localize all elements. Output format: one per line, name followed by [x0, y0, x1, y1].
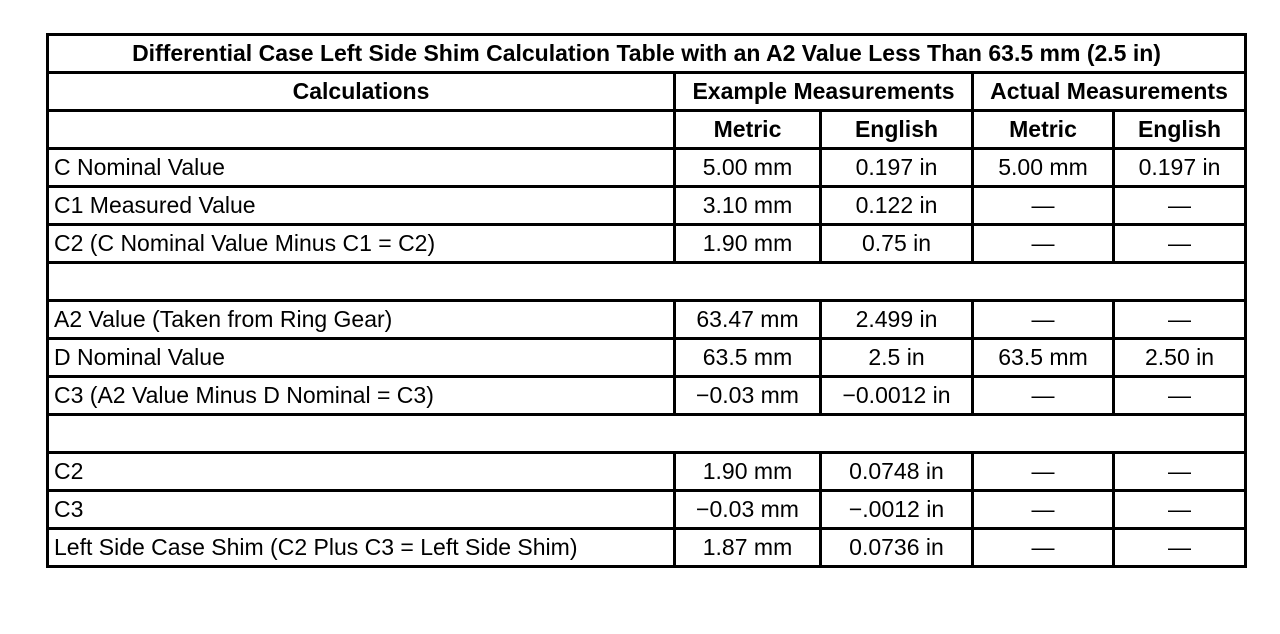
table-title: Differential Case Left Side Shim Calculation Table with an A2 Value Less Than 63.5 mm (2.5 in)	[48, 35, 1246, 73]
actual-metric-cell: —	[973, 377, 1114, 415]
spacer-cell	[48, 415, 1246, 453]
row-label: C2 (C Nominal Value Minus C1 = C2)	[48, 225, 675, 263]
example-english-cell: 0.75 in	[821, 225, 973, 263]
example-english-cell: 2.499 in	[821, 301, 973, 339]
actual-metric-cell: 5.00 mm	[973, 149, 1114, 187]
actual-english-cell: —	[1114, 187, 1246, 225]
example-english-cell: −.0012 in	[821, 491, 973, 529]
actual-english-cell: —	[1114, 453, 1246, 491]
table-row	[48, 491, 1246, 529]
row-label: D Nominal Value	[48, 339, 675, 377]
example-metric-cell: −0.03 mm	[675, 377, 821, 415]
actual-metric-cell: —	[973, 529, 1114, 567]
example-metric-cell: 1.90 mm	[675, 453, 821, 491]
row-label: C Nominal Value	[48, 149, 675, 187]
table-row	[48, 339, 1246, 377]
header-row	[48, 73, 1246, 111]
example-english-cell: 0.0736 in	[821, 529, 973, 567]
spacer-row	[48, 415, 1246, 453]
table-row	[48, 187, 1246, 225]
actual-english-cell: —	[1114, 377, 1246, 415]
spacer-cell	[48, 263, 1246, 301]
title-row	[48, 35, 1246, 73]
actual-metric-cell: 63.5 mm	[973, 339, 1114, 377]
table-row	[48, 301, 1246, 339]
actual-metric-cell: —	[973, 453, 1114, 491]
example-metric-cell: 1.87 mm	[675, 529, 821, 567]
actual-english-cell: 0.197 in	[1114, 149, 1246, 187]
actual-metric-cell: —	[973, 301, 1114, 339]
row-label: C3 (A2 Value Minus D Nominal = C3)	[48, 377, 675, 415]
spacer-row	[48, 263, 1246, 301]
table-row	[48, 225, 1246, 263]
table-row	[48, 453, 1246, 491]
example-english-cell: 2.5 in	[821, 339, 973, 377]
example-metric-cell: 1.90 mm	[675, 225, 821, 263]
row-label: A2 Value (Taken from Ring Gear)	[48, 301, 675, 339]
header-example-measurements: Example Measurements	[675, 73, 973, 111]
actual-metric-cell: —	[973, 187, 1114, 225]
table-row	[48, 529, 1246, 567]
example-metric-cell: 5.00 mm	[675, 149, 821, 187]
actual-metric-cell: —	[973, 491, 1114, 529]
example-metric-cell: −0.03 mm	[675, 491, 821, 529]
subheader-row	[48, 111, 1246, 149]
example-metric-cell: 63.47 mm	[675, 301, 821, 339]
row-label: C2	[48, 453, 675, 491]
example-english-cell: 0.197 in	[821, 149, 973, 187]
header-actual-measurements: Actual Measurements	[973, 73, 1246, 111]
actual-english-cell: —	[1114, 301, 1246, 339]
actual-english-cell: —	[1114, 491, 1246, 529]
row-label: C3	[48, 491, 675, 529]
table-row	[48, 149, 1246, 187]
example-metric-cell: 63.5 mm	[675, 339, 821, 377]
shim-calculation-table	[46, 33, 1247, 568]
example-metric-cell: 3.10 mm	[675, 187, 821, 225]
row-label: Left Side Case Shim (C2 Plus C3 = Left Side Shim)	[48, 529, 675, 567]
subheader-example-english: English	[821, 111, 973, 149]
header-calculations: Calculations	[48, 73, 675, 111]
row-label: C1 Measured Value	[48, 187, 675, 225]
example-english-cell: −0.0012 in	[821, 377, 973, 415]
subheader-actual-english: English	[1114, 111, 1246, 149]
subheader-actual-metric: Metric	[973, 111, 1114, 149]
actual-metric-cell: —	[973, 225, 1114, 263]
example-english-cell: 0.122 in	[821, 187, 973, 225]
subheader-example-metric: Metric	[675, 111, 821, 149]
subheader-blank-cell	[48, 111, 675, 149]
example-english-cell: 0.0748 in	[821, 453, 973, 491]
actual-english-cell: 2.50 in	[1114, 339, 1246, 377]
actual-english-cell: —	[1114, 225, 1246, 263]
table-row	[48, 377, 1246, 415]
actual-english-cell: —	[1114, 529, 1246, 567]
